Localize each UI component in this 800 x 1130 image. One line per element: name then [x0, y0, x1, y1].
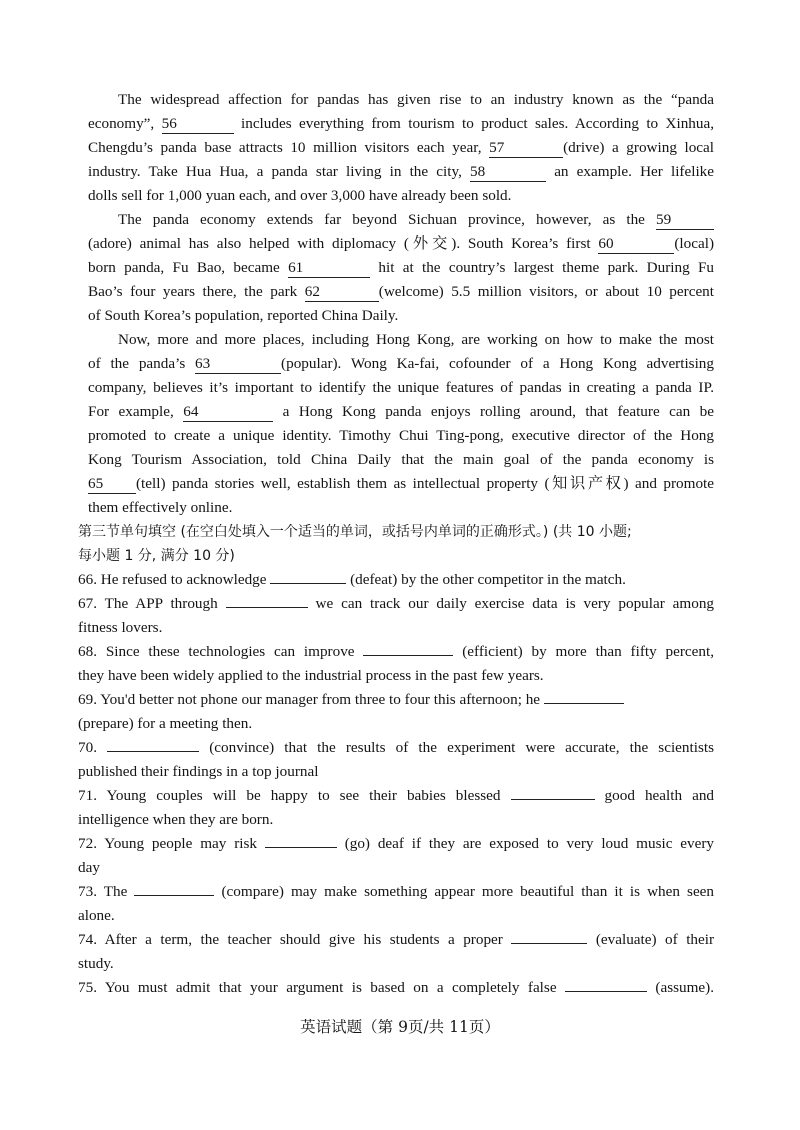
passage-line: economy”, 56 includes everything from tourism to product sales. According to Xinhua,: [88, 115, 714, 132]
question-75: 75. You must admit that your argument is based on a completely false (assume).: [78, 979, 714, 996]
blank-67[interactable]: [226, 607, 308, 608]
passage-line: industry. Take Hua Hua, a panda star living in the city, 58 an example. Her lifelike: [88, 163, 714, 180]
passage-line: of South Korea’s population, reported China Daily.: [88, 307, 399, 324]
question-67: 67. The APP through we can track our daily exercise data is very popular among: [78, 595, 714, 612]
question-72: 72. Young people may risk (go) deaf if they are exposed to very loud music every: [78, 835, 714, 852]
blank-65[interactable]: 65: [88, 475, 136, 494]
question-74-cont: study.: [78, 955, 114, 972]
blank-59[interactable]: 59: [656, 211, 714, 230]
blank-71[interactable]: [511, 799, 595, 800]
passage-line: Kong Tourism Association, told China Daily that the main goal of the panda economy is: [88, 451, 714, 468]
passage-line: Now, more and more places, including Hong Kong, are working on how to make the most: [118, 331, 714, 348]
question-68-cont: they have been widely applied to the industrial process in the past few years.: [78, 667, 544, 684]
question-74: 74. After a term, the teacher should give his students a proper (evaluate) of their: [78, 931, 714, 948]
blank-69[interactable]: [544, 703, 624, 704]
passage-line: promoted to create a unique identity. Timothy Chui Ting-pong, executive director of the Hong: [88, 427, 714, 444]
blank-58[interactable]: 58: [470, 163, 546, 182]
exam-page: [78, 88, 714, 1000]
blank-64[interactable]: 64: [183, 403, 273, 422]
blank-70[interactable]: [107, 751, 199, 752]
blank-63[interactable]: 63: [195, 355, 281, 374]
blank-72[interactable]: [265, 847, 337, 848]
blank-68[interactable]: [363, 655, 453, 656]
passage-line: Chengdu’s panda base attracts 10 million visitors each year, 57 (drive) a growing local: [88, 139, 714, 156]
blank-60[interactable]: 60: [598, 235, 674, 254]
question-72-cont: day: [78, 859, 100, 876]
blank-56[interactable]: 56: [162, 115, 234, 134]
question-69: 69. You'd better not phone our manager from three to four this afternoon; he: [78, 688, 714, 712]
question-70: 70. (convince) that the results of the experiment were accurate, the scientists: [78, 739, 714, 756]
section-title: 第三节单句填空 (在空白处填入一个适当的单词，或括号内单词的正确形式。) (共 10 小题;: [78, 524, 632, 540]
blank-62[interactable]: 62: [305, 283, 379, 302]
blank-74[interactable]: [511, 943, 587, 944]
section-title: 每小题 1 分, 满分 10 分): [78, 548, 235, 564]
passage-line: (adore) animal has also helped with diplomacy (外交). South Korea’s first 60 (local): [88, 235, 714, 252]
question-71: 71. Young couples will be happy to see their babies blessed good health and: [78, 787, 714, 804]
passage-line: born panda, Fu Bao, became 61 hit at the country’s largest theme park. During Fu: [88, 259, 714, 276]
blank-73[interactable]: [134, 895, 214, 896]
question-66: 66. He refused to acknowledge (defeat) by the other competitor in the match.: [78, 571, 626, 588]
question-69-cont: (prepare) for a meeting then.: [78, 715, 253, 732]
blank-66[interactable]: [270, 583, 346, 584]
blank-57[interactable]: 57: [489, 139, 563, 158]
question-71-cont: intelligence when they are born.: [78, 811, 274, 828]
passage-line: company, believes it’s important to identify the unique features of pandas in creating a panda IP.: [88, 379, 714, 396]
passage-line: them effectively online.: [88, 499, 233, 516]
question-73-cont: alone.: [78, 907, 115, 924]
blank-75[interactable]: [565, 991, 647, 992]
passage-line: Bao’s four years there, the park 62 (welcome) 5.5 million visitors, or about 10 percent: [88, 283, 714, 300]
passage-line: For example, 64 a Hong Kong panda enjoys rolling around, that feature can be: [88, 403, 714, 420]
passage-line: 65 (tell) panda stories well, establish them as intellectual property (知识产权) and promote: [88, 475, 714, 492]
passage-line: dolls sell for 1,000 yuan each, and over 3,000 have already been sold.: [88, 187, 512, 204]
passage-line: The panda economy extends far beyond Sichuan province, however, as the 59: [88, 208, 714, 232]
page-footer: 英语试题（第 9页/共 11页）: [300, 1018, 500, 1036]
question-70-cont: published their findings in a top journal: [78, 763, 319, 780]
passage-line: of the panda’s 63 (popular). Wong Ka-fai, cofounder of a Hong Kong advertising: [88, 355, 714, 372]
question-67-cont: fitness lovers.: [78, 619, 163, 636]
blank-61[interactable]: 61: [288, 259, 370, 278]
passage-line: The widespread affection for pandas has given rise to an industry known as the “panda: [118, 91, 714, 108]
question-68: 68. Since these technologies can improve (efficient) by more than fifty percent,: [78, 643, 714, 660]
question-73: 73. The (compare) may make something appear more beautiful than it is when seen: [78, 883, 714, 900]
